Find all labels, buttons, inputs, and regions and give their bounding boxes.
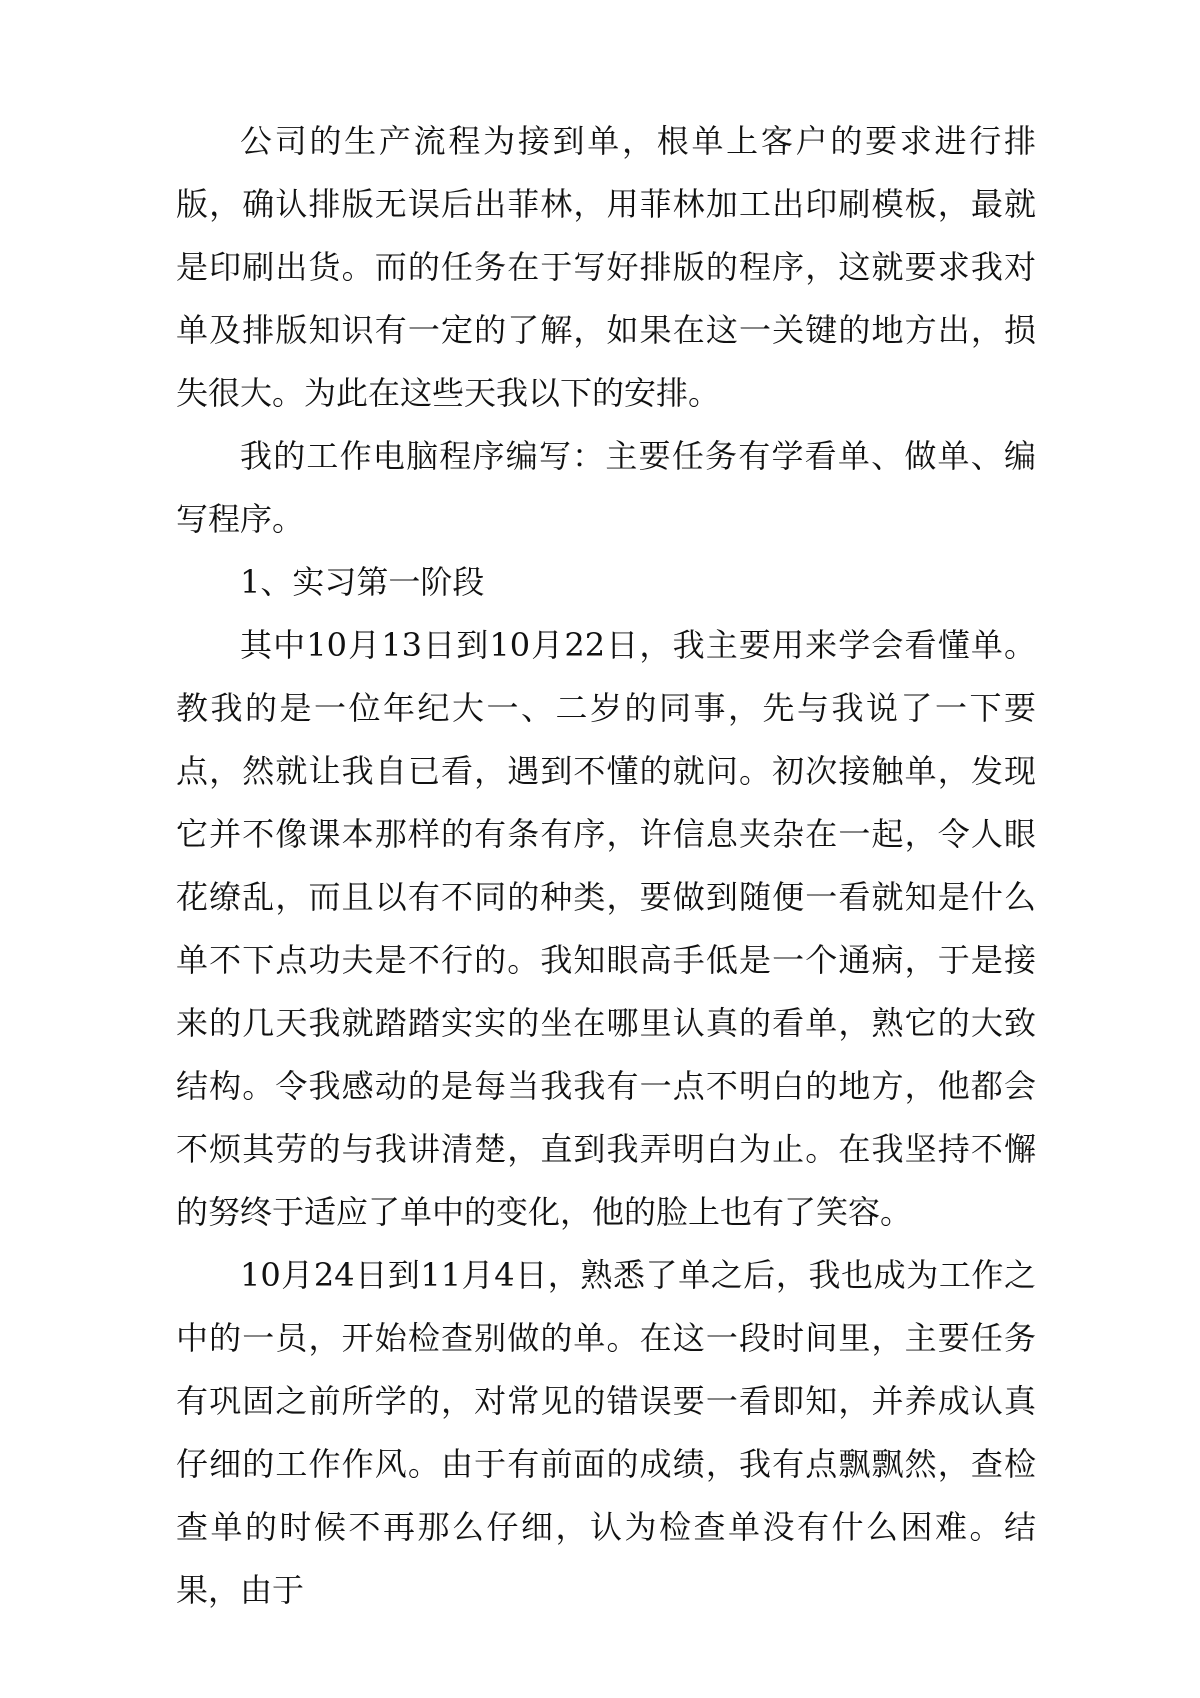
paragraph-learning-orders: 其中10月13日到10月22日，我主要用来学会看懂单。教我的是一位年纪大一、二岁的同事，先与我说了一下要点，然就让我自已看，遇到不懂的就问。初次接触单，发现它并不像课本那样的有条有序，许信息夹杂在一起，令人眼花缭乱，而且以有不同的种类，要做到随便一看就知是什么单不下点功夫是不行的。我知眼高手低是一个通病，于是接来的几天我就踏踏实实的坐在哪里认真的看单，熟它的大致结构。令我感动的是每当我我有一点不明白的地方，他都会不烦其劳的与我讲清楚，直到我弄明白为止。在我坚持不懈的努终于适应了单中的变化，他的脸上也有了笑容。 — [176, 626, 1036, 1231]
section-heading-stage-one: 1、实习第一阶段 — [240, 563, 485, 601]
document-body — [176, 110, 1036, 1622]
paragraph-production-process: 公司的生产流程为接到单，根单上客户的要求进行排版，确认排版无误后出菲林，用菲林加工出印刷模板，最就是印刷出货。而的任务在于写好排版的程序，这就要求我对单及排版知识有一定的了解，如果在这一关键的地方出，损失很大。为此在这些天我以下的安排。 — [176, 122, 1036, 412]
paragraph-work-task: 我的工作电脑程序编写：主要任务有学看单、做单、编写程序。 — [176, 437, 1036, 538]
paragraph-checking-orders: 10月24日到11月4日，熟悉了单之后，我也成为工作之中的一员，开始检查别做的单。在这一段时间里，主要任务有巩固之前所学的，对常见的错误要一看即知，并养成认真仔细的工作作风。由于有前面的成绩，我有点飘飘然，查检查单的时候不再那么仔细，认为检查单没有什么困难。结果，由于 — [176, 1256, 1036, 1609]
